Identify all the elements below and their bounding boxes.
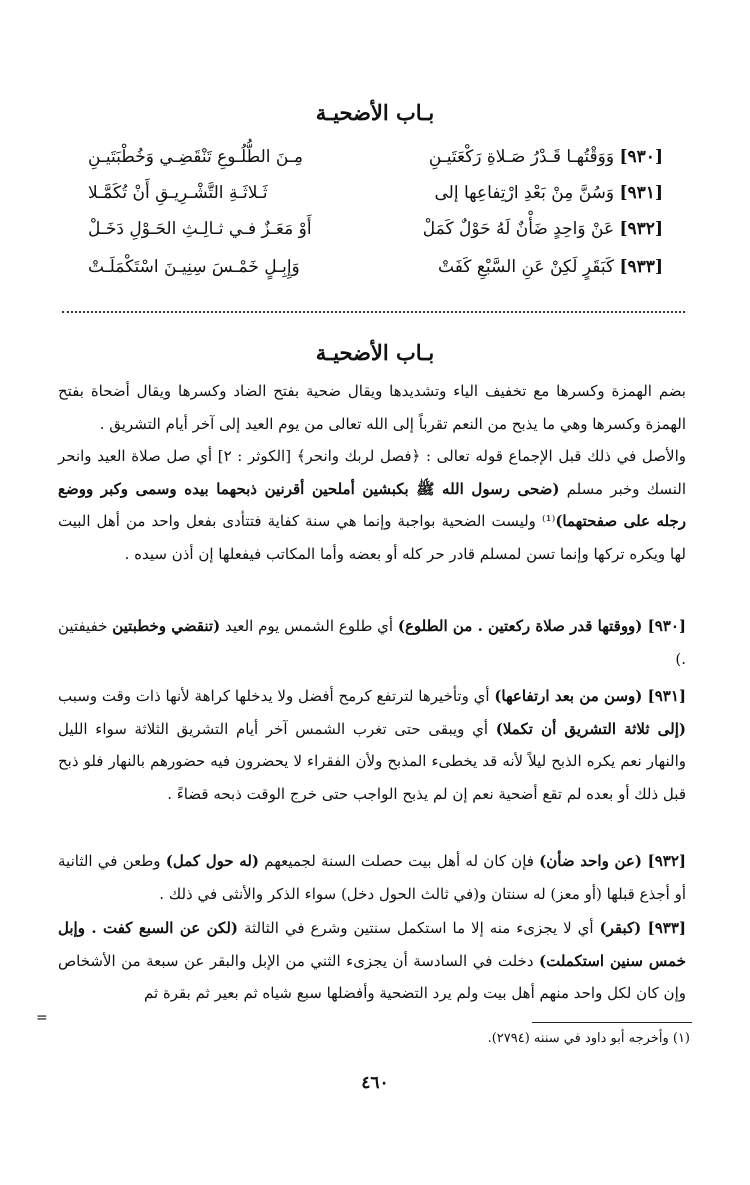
commentary-text: خفيفتين .)	[58, 617, 686, 668]
verse-row	[88, 147, 663, 177]
verse-row	[88, 183, 663, 213]
commentary-text: فإن كان له أهل بيت حصلت السنة لجميعهم	[259, 852, 540, 870]
verse-reference: [٩٣٢]	[647, 852, 687, 870]
verse-number: [٩٣٣]	[619, 257, 663, 277]
verse-quote: (عن واحد ضأن)	[539, 852, 648, 870]
hadith-quote: (ضحى رسول الله ﷺ بكبشين أملحين أقرنين ذبحهما بيده وسمى وكبر ووضع رجله على صفحتهما)	[58, 479, 686, 530]
commentary-paragraph	[58, 912, 686, 1010]
verse-quote: (وسن من بعد ارتفاعها)	[494, 687, 648, 705]
commentary-title: بـاب الأضحيـة	[315, 340, 435, 365]
verse-second-hemistich: وَإِبِـلٍ خَمْـسَ سِنِيـنَ اسْتَكْمَلَـتْ	[88, 257, 300, 277]
commentary-text: أي وتأخيرها لترتفع كرمح أفضل ولا يدخلها كراهة لأنها ذات وقت وسبب	[58, 687, 495, 705]
verse-first-hemistich	[373, 219, 663, 249]
verse-text: وَوَقْتُهـا قَـدْرُ صَـلاةِ رَكْعَتَيـنِ	[428, 147, 615, 167]
commentary-text: أي ويبقى حتى تغرب الشمس آخر أيام التشريق الثلاثة سواء الليل والنهار نعم يكره الذبح ليلاً لأنه قد يخطىء المذبح ولأن الفقراء لا يحضرون فيه حضورهم بالنهار فلو ذبح قبل ذلك أو بعده لم تقع أضحية نعم إن لم يذبح الواجب حتى خرج الوقت ذبحه قضاءً .	[58, 719, 686, 803]
verse-first-hemistich	[373, 257, 663, 287]
verse-row	[88, 219, 663, 249]
commentary-paragraph	[58, 680, 686, 810]
verse-text: عَنْ وَاحِدٍ ضَأْنٌ لَهُ حَوْلٌ كَمَلْ	[422, 219, 615, 239]
verse-quote: (ووقتها قدر صلاة ركعتين . من الطلوع)	[397, 617, 648, 635]
verse-text: كَبَقَرٍ لَكِنْ عَنِ السَّبْعِ كَفَتْ	[438, 257, 615, 277]
verse-quote: (إلى ثلاثة التشريق أن تكملا)	[495, 719, 686, 738]
chapter-title: بـاب الأضحيـة	[315, 100, 435, 125]
page-number: ٤٦٠	[361, 1073, 389, 1093]
intro-paragraph	[58, 440, 686, 570]
dotted-divider	[62, 311, 685, 313]
verse-second-hemistich: ثَـلاثَـةِ التَّشْـرِيـقِ أَنْ تُكَمَّـلا	[88, 183, 268, 203]
verse-text: وَسُنَّ مِنْ بَعْدِ ارْتِفاعِها إلى	[434, 183, 615, 203]
verse-number: [٩٣٠]	[619, 147, 663, 167]
footnote: (١) وأخرجه أبو داود في سننه (٢٧٩٤).	[487, 1031, 690, 1046]
verse-reference: [٩٣١]	[647, 687, 686, 705]
commentary-paragraph	[58, 845, 686, 910]
verse-reference: [٩٣٠]	[647, 617, 687, 635]
intro-text: ⁽¹⁾ وليست الضحية بواجبة وإنما هي سنة كفاية فتتأدى بفعل واحد من أهل البيت لها ويكره تركها وإنما تسن لمسلم قادر حر كله أو بعضه وأما المكاتب فيفعلها إن أذن سيده .	[58, 512, 686, 563]
verse-quote: (له حول كمل)	[165, 852, 259, 870]
verse-quote: (لكن عن السبع كفت . وإبل خمس سنين استكملت)	[58, 919, 686, 970]
verse-reference: [٩٣٣]	[647, 919, 686, 937]
continuation-mark: =	[36, 1010, 48, 1026]
intro-text: والأصل في ذلك قبل الإجماع قوله تعالى : ﴿فصل لربك وانحر﴾ [الكوثر : ٢] أي صل صلاة العيد وانحر النسك وخبر مسلم	[58, 447, 687, 498]
verse-quote: (تنقضي وخطبتين	[112, 617, 221, 635]
verse-first-hemistich	[373, 183, 663, 213]
commentary-text: أي لا يجزىء منه إلا ما استكمل سنتين وشرع في الثالثة	[238, 919, 600, 937]
verse-number: [٩٣٢]	[619, 219, 663, 239]
footnote-rule	[532, 1022, 692, 1023]
intro-paragraph: بضم الهمزة وكسرها مع تخفيف الياء وتشديدها ويقال ضحية بفتح الضاد وكسرها ويقال أضحاة بفتح الهمزة وكسرها وهي ما يذبح من النعم تقرباً إلى الله تعالى من يوم العيد إلى آخر أيام التشريق .	[58, 382, 686, 433]
verse-number: [٩٣١]	[619, 183, 663, 203]
verse-first-hemistich	[373, 147, 663, 177]
commentary-paragraph	[58, 610, 686, 675]
verse-row	[88, 257, 663, 287]
commentary-text: دخلت في السادسة أن يجزىء الثني من الإبل والبقر عن سبعة من الأشخاص وإن كان لكل واحد منهم أهل بيت ولم يرد التضحية وأفضلها سبع شياه ثم بعير ثم بقرة ثم	[58, 951, 686, 1002]
commentary-text: أي طلوع الشمس يوم العيد	[220, 617, 398, 635]
verse-second-hemistich: مِـنَ الطُّلُـوعِ تَنْقَضِـي وَخُطْبَتَيـنِ	[88, 147, 303, 167]
verse-quote: (كبقر)	[599, 919, 648, 937]
verse-second-hemistich: أَوْ مَعَـزٌ فـي ثـالِـثِ الحَـوْلِ دَخَـلْ	[88, 219, 312, 239]
commentary-text: وطعن في الثانية أو أجذع قبلها (أو معز) له سنتان و(في ثالث الحول دخل) سواء الذكر والأنثى في ذلك .	[58, 852, 686, 903]
